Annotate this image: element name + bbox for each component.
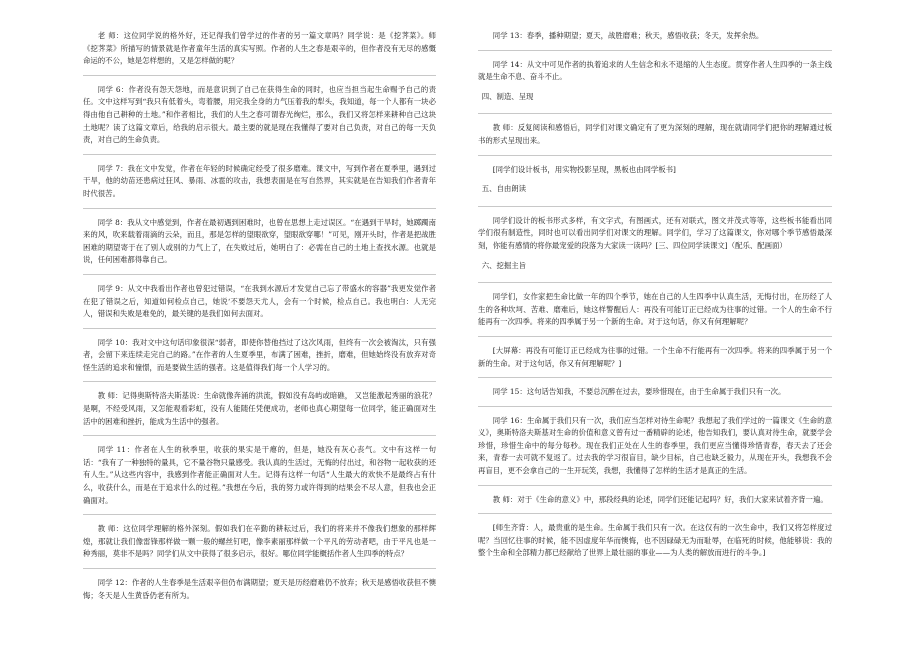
paragraph-student-15: 同学 15：这句话告知我，不要总沉醉在过去，要珍惜现在，由于生命属于我们只有一次。: [492, 387, 786, 397]
divider: [478, 336, 832, 337]
divider: [478, 485, 832, 486]
paragraph-student-9: 同学 9：从文中我看出作者也曾犯过错误，“在我到水源后才发觉自己忘了带盛水的容器”我更发觉作者在犯了错误之后，知道如何检点自己，她说‘不要怨天尤人，会有一个时候，检点自己。我也明白：人无完人，错误和失败是难免的，最关键的是我们如何去面对。: [83, 283, 436, 319]
left-column: [83, 30, 436, 609]
section-heading-5: 五、自由朗读: [481, 184, 527, 194]
divider: [478, 206, 832, 207]
right-column: [478, 30, 832, 567]
free-reading-note: [三、四位同学读课文]（配乐、配画面）: [655, 240, 787, 250]
paragraph-student-6: 同学 6：作者没有怨天怨地，而是意识到了自己在获得生命的同时，也应当担当起生命赐予自己的责任。文中这样写到“我只有低着头，弯着腰，用完我全身的力气压着我的犁头，我知道，每一个人都有一块必得由他自己耕种的土地。”和作者相比，我们的人生之春可谓春光绚烂，那么，我们又将怎样来耕种自己这块土地呢？读了这篇文章后，给我的启示很大。最主要的就是现在我懂得了要对自己负责，对自己的每一天负责，对自己的生命负责。: [83, 84, 436, 145]
divider: [83, 514, 436, 515]
bracket-screen-note: [大屏幕：再没有可能订正已经成为往事的过错。一个生命不行能再有一次四季。将来的四季属于另一个新的生命。对于这句话，你又有何理解呢？]: [478, 345, 832, 368]
divider: [83, 208, 436, 209]
paragraph-student-12: 同学 12：作者的人生春季是生活艰辛但仍布满期望；夏天是历经磨难仍不放弃；秋天是感悟收获但不懊悔；冬天是人生黄昏仍老有所为。: [83, 578, 436, 600]
paragraph-student-8: 同学 8：我从文中感觉到，作者在最初遇到困难时，也曾在思想上走过误区。“在遇到干旱时，她踯躅南来的风，吹来载着雨滴的云朵，而且，那是怎样的望眼欲穿，望眼欲穿哪！”可见，刚开头时，作者是把战胜困难的期望寄于在了别人或别的力气上了，在失败过后，她明白了：必需在自己的土地上查找水源。也就是说，任何困难都得靠自己。: [83, 217, 436, 265]
paragraph-student-16: 同学 16：生命属于我们只有一次，我们应当怎样对待生命呢？我想起了我们学过的一篇课文《生命的意义》，奥斯特洛夫斯基对生命的价值和意义曾有过一番精辟的论述，他告知我们，要认真对待生命，就要学会珍惜，珍惜生命中的每分每秒。现在我们正处在人生的春季里，我们更应当懂得珍惜青春，春天去了还会来，青春一去可就不复返了。过去我的学习很盲目，缺少目标，自己也缺乏毅力，从现在开头，我想我不会再盲目，更不会拿自己的一生开玩笑，我想，我懂得了怎样的生活才是真正的生活。: [478, 415, 832, 476]
divider: [83, 274, 436, 275]
section-heading-4: 四、制造、呈现: [481, 91, 534, 101]
divider: [83, 435, 436, 436]
paragraph-student-13: 同学 13：春季，播种期望；夏天，战胜磨难；秋天，感悟收获；冬天，发挥余热。: [492, 31, 764, 40]
paragraph-student-7: 同学 7：我在文中发觉，作者在年轻的时候确定经受了很多磨难。课文中，写到作者在夏季里，遇到过干旱，他的幼苗还患病过狂风、暴雨、冰雹的攻击，我想表面是在写自然界，其实就是在告知我们作者青年时代很苦。: [83, 163, 436, 198]
paragraph-free-reading: [478, 215, 832, 253]
divider: [83, 568, 436, 569]
divider: [478, 113, 832, 114]
divider: [478, 155, 832, 156]
paragraph-teacher-theme: 同学们，女作家把生命比做一年的四个季节，她在自己的人生四季中认真生活，无悔付出，在历经了人生的各种坎坷、苦难、磨难后，她这样警醒后人：再没有可能订正已经成为往事的过错。一个人的生命不行能再有一次四季。将来的四季属于另一个新的生命。对于这句话，你又有何理解呢？: [478, 292, 832, 327]
bracket-recitation: [师生齐背：人，最贵重的是生命。生命属于我们只有一次。在这仅有的一次生命中，我们又将怎样度过呢？当回忆往事的时候，能不因虚度年华而懊悔，也不因碌碌无为而耻辱，在临死的时候，他能够说：我的整个生命和全部精力都已经献给了世界上最壮丽的事业——为人类的解放而进行的斗争。]: [478, 523, 832, 558]
bracket-board-note: [同学们设计板书，用实物投影呈现，黑板也由同学板书]: [492, 164, 676, 174]
free-reading-text: 同学们设计的板书形式多样，有文字式，有图画式，还有对联式，图文并茂式等等，这些板书能看出同学们很有制造性，同时也可以看出同学们对课文的理解。同学们，学习了这篇课文，你对哪个季节感悟最深刻，你能有感情的将你最宠爱的段落为大家读一读吗？: [478, 215, 832, 250]
paragraph-teacher-recite: 教 师：对于《生命的意义》中，那段经典的论述，同学们还能记起吗？好，我们大家来试着齐背一遍。: [492, 494, 828, 504]
divider: [478, 377, 832, 378]
paragraph-student-14: 同学 14：从文中可见作者的执着追求的人生信念和永不退缩的人生态度。贯穿作者人生四季的一条主线就是生命不息、奋斗不止。: [478, 59, 832, 82]
paragraph-student-11: 同学 11：作者在人生的秋季里，收获的果实是干瘪的，但是，她没有灰心丧气。文中有这样一句话：“我有了一种独特的量具，它不量谷物只量感受。我认真的生活过，无悔的付出过，和谷物一起收获的还有人生。”从这些内容中，我感到作者能正确面对人生。记得有这样一句话“人生最大的欢快不是最终占有什么，收获什么，而是在于追求什么的过程。”我想在今后，我的努力或许得到的结果会不尽人意，但我也会正确面对。: [83, 445, 436, 505]
paragraph-teacher-board: 教 师：反复阅读和感悟后，同学们对课文确定有了更为深刻的理解，现在就请同学们把你的理解通过板书的形式呈现出来。: [478, 123, 832, 145]
divider: [83, 381, 436, 382]
divider: [83, 154, 436, 155]
section-heading-6: 六、挖掘主旨: [481, 260, 527, 270]
paragraph-teacher-opening: 老 师：这位同学说的格外好，还记得我们曾学过的作者的另一篇文章吗？同学说：是《挖荠菜》。师《挖荠菜》所描写的情景就是作者童年生活的真实写照。作者的人生之春是艰辛的，但作者没有无尽的感慨命运的不公，她是怎样想的，又是怎样做的呢？: [83, 31, 436, 66]
divider: [83, 328, 436, 329]
divider: [83, 75, 436, 76]
divider: [478, 513, 832, 514]
paragraph-student-10: 同学 10：我对文中这句话印象很深“弱者，即使你替他挡过了这次风雨，但终有一次会被淘汰，只有强者，会留下来连续走完自己的路。”在作者的人生夏季里，布满了困难，挫折，磨难，但她始终没有放弃对奇怪生活的追求和憧憬，而是要做生活的强者。这是值得我们每一个人学习的。: [83, 337, 436, 372]
divider: [478, 282, 832, 283]
paragraph-teacher-quote: 教 师：记得奥斯特洛夫斯基说：生命就像奔涌的洪流，假如没有岛屿或暗礁， 又岂能激起秀丽的浪花？是啊，不经受风雨，又怎能观看彩虹，没有人能随任凭便成功，老师也真心期望每一位同学，能正确面对生活中的困难和挫折，能成为生活中的强者。: [83, 391, 436, 426]
divider: [478, 50, 832, 51]
divider: [478, 406, 832, 407]
paragraph-teacher-reflection: 教 师：这位同学理解的格外深刻。假如我们在辛勤的耕耘过后，我们的将来并不像我们想象的那样辉煌，那就让我们像雷锋那样做一颗一般的螺丝钉吧，像李素丽那样做一个平凡的劳动者吧，由于平凡也是一种秀丽，莫非不是吗？同学们从文中获得了很多启示，很好。哪位同学能概括作者人生四季的特点？: [83, 524, 436, 559]
